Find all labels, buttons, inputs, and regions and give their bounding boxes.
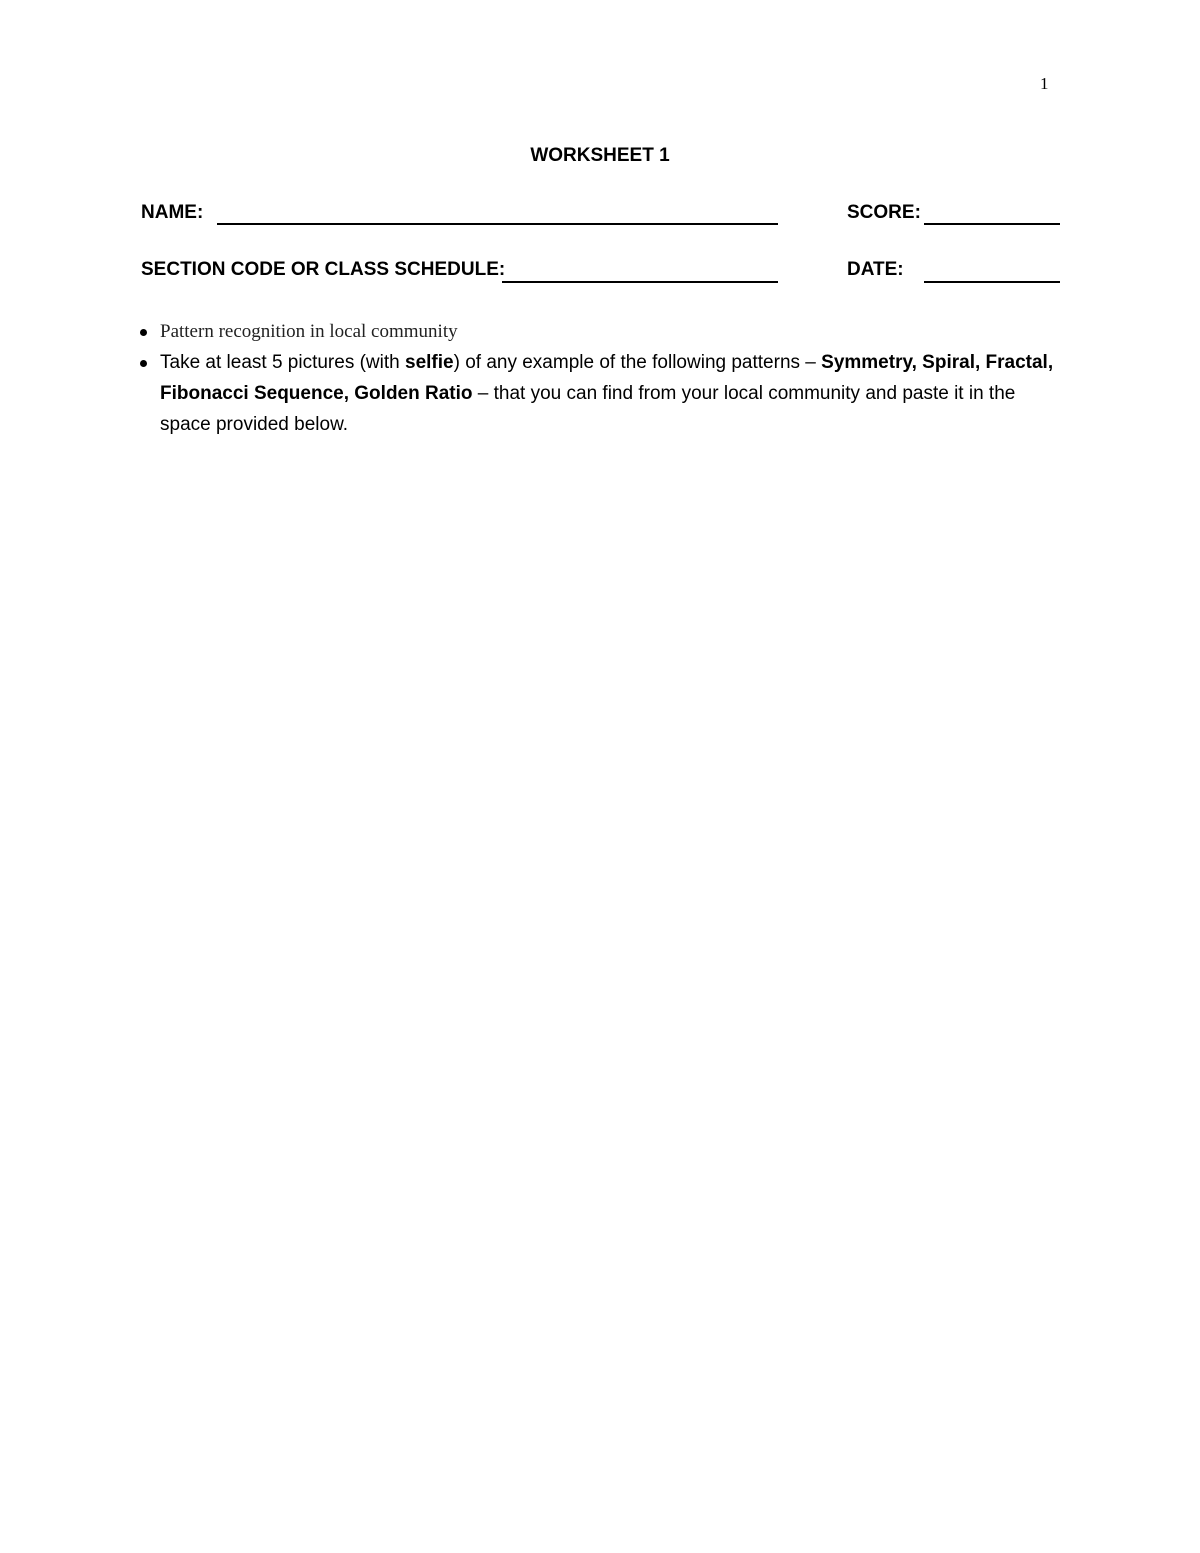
pattern-names-emphasis: Symmetry, Spiral, Fractal, Fibonacci Sequence, Golden Ratio <box>160 352 1054 404</box>
date-label: DATE: <box>847 259 904 280</box>
date-blank-line[interactable] <box>924 281 1060 283</box>
instruction-text-part1: Take at least 5 pictures (with <box>160 352 405 373</box>
list-item <box>140 316 1060 347</box>
bullet-icon <box>140 360 147 367</box>
score-label: SCORE: <box>847 202 921 223</box>
section-label: SECTION CODE OR CLASS SCHEDULE: <box>141 259 506 280</box>
selfie-emphasis: selfie <box>405 352 454 373</box>
name-blank-line[interactable] <box>217 223 778 225</box>
name-label: NAME: <box>141 202 204 223</box>
instruction-text-part3: – that you can find from your local community and paste it in the space provided below. <box>160 383 1016 435</box>
instruction-text-part2: ) of any example of the following patterns – <box>453 352 822 373</box>
section-blank-line[interactable] <box>502 281 778 283</box>
bullet-icon <box>140 329 147 336</box>
list-item <box>140 347 1060 440</box>
pattern-recognition-text: Pattern recognition in local community <box>160 321 458 342</box>
page-number: 1 <box>1040 74 1049 93</box>
photo-paste-area[interactable] <box>140 450 1060 1490</box>
instruction-list <box>140 316 1060 440</box>
score-blank-line[interactable] <box>924 223 1060 225</box>
worksheet-title: WORKSHEET 1 <box>530 145 670 166</box>
